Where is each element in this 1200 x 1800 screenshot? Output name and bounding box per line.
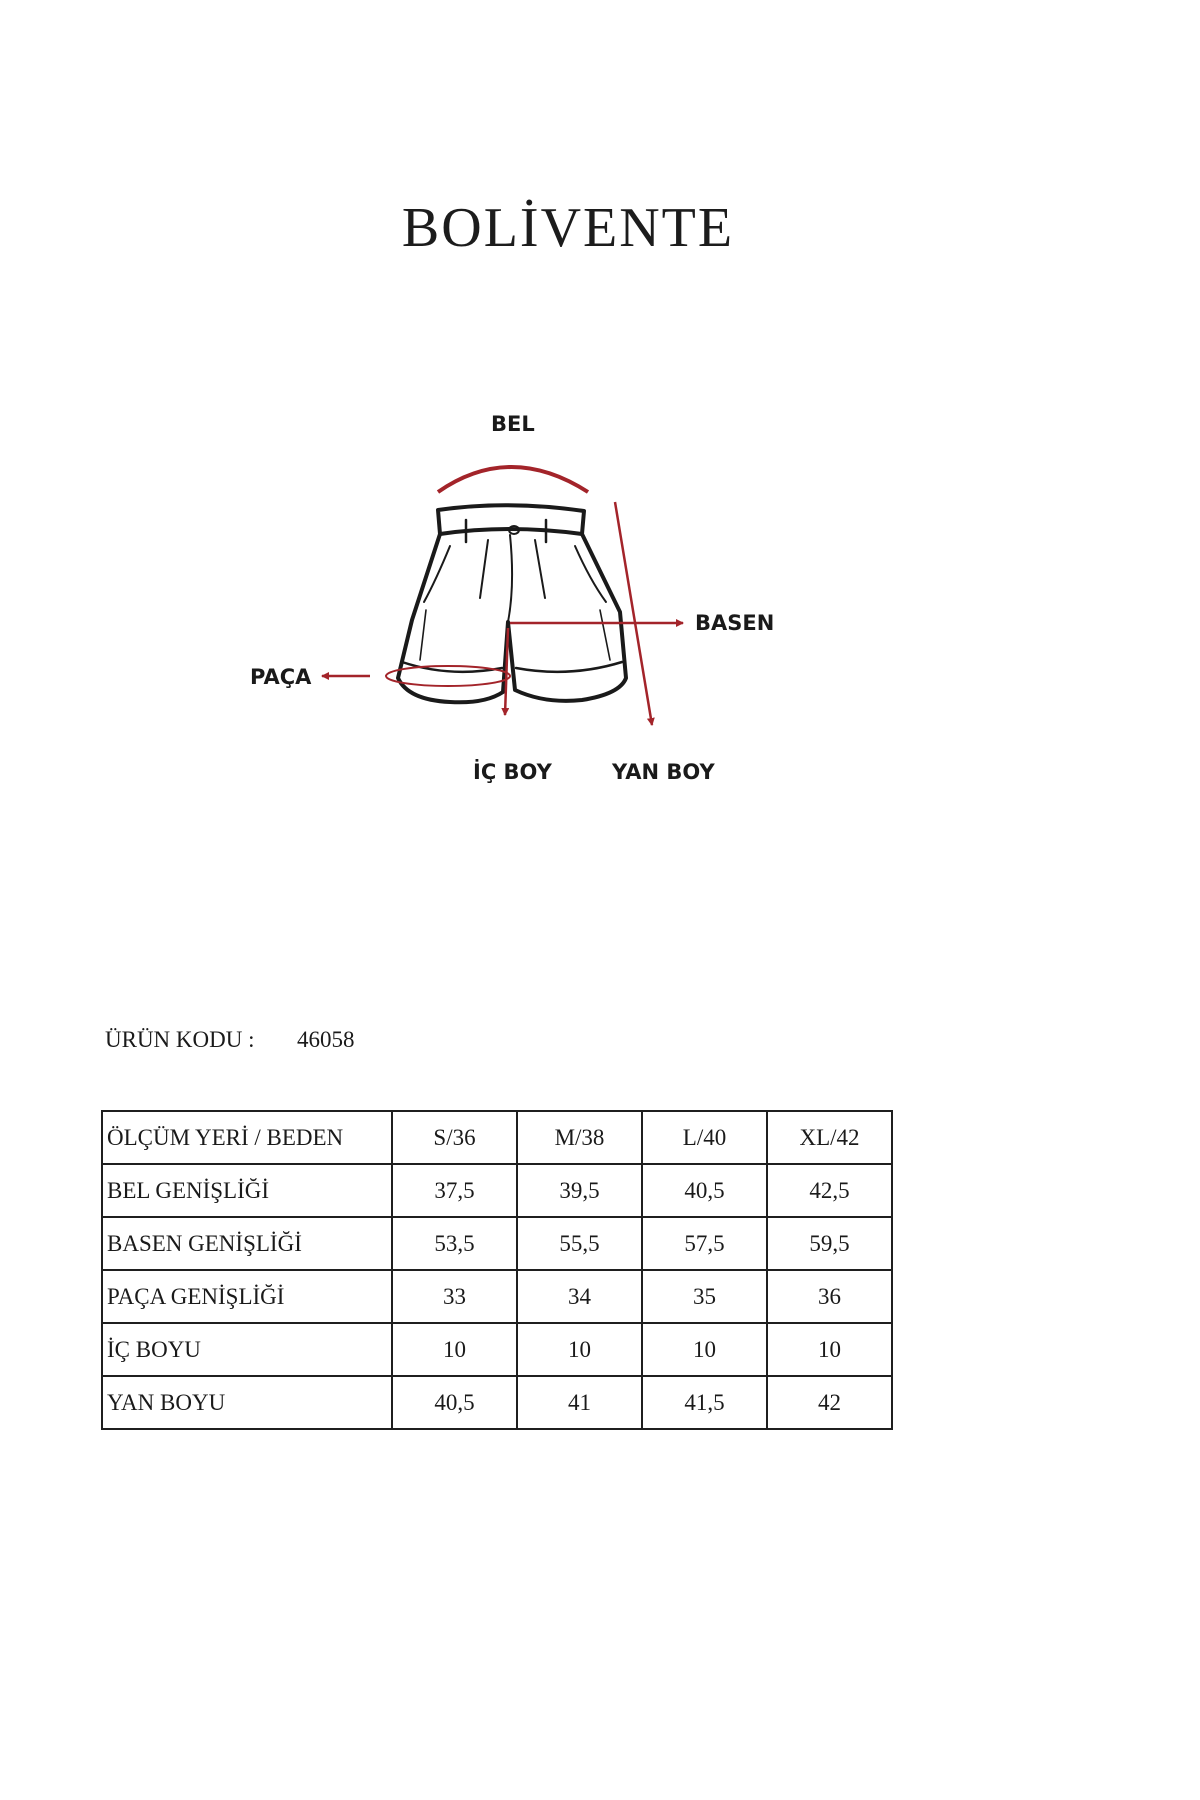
header-cell: L/40 <box>642 1111 767 1164</box>
product-code-label: ÜRÜN KODU : <box>105 1027 255 1052</box>
product-code <box>105 1027 355 1053</box>
table-cell: 10 <box>642 1323 767 1376</box>
size-table <box>101 1110 893 1430</box>
table-row <box>102 1164 892 1217</box>
table-cell: 41 <box>517 1376 642 1429</box>
table-row <box>102 1270 892 1323</box>
table-cell: 42,5 <box>767 1164 892 1217</box>
table-row <box>102 1376 892 1429</box>
table-cell: 40,5 <box>642 1164 767 1217</box>
bel-arc <box>438 467 588 492</box>
label-ic-boy: İÇ BOY <box>473 760 552 784</box>
table-cell: 36 <box>767 1270 892 1323</box>
table-cell: 59,5 <box>767 1217 892 1270</box>
row-label: BASEN GENİŞLİĞİ <box>102 1217 392 1270</box>
table-cell: 35 <box>642 1270 767 1323</box>
table-cell: 55,5 <box>517 1217 642 1270</box>
table-cell: 37,5 <box>392 1164 517 1217</box>
table-cell: 10 <box>517 1323 642 1376</box>
label-bel: BEL <box>491 412 535 436</box>
product-code-value: 46058 <box>297 1027 355 1052</box>
header-cell: M/38 <box>517 1111 642 1164</box>
label-basen: BASEN <box>695 611 775 635</box>
label-paca: PAÇA <box>250 665 312 689</box>
table-cell: 42 <box>767 1376 892 1429</box>
paca-ellipse <box>386 666 510 686</box>
row-label: YAN BOYU <box>102 1376 392 1429</box>
brand-logo: BOLİVENTE <box>401 197 735 259</box>
header-cell: XL/42 <box>767 1111 892 1164</box>
table-cell: 41,5 <box>642 1376 767 1429</box>
shorts-icon <box>398 505 626 702</box>
table-cell: 40,5 <box>392 1376 517 1429</box>
header-cell: S/36 <box>392 1111 517 1164</box>
row-label: İÇ BOYU <box>102 1323 392 1376</box>
table-cell: 10 <box>392 1323 517 1376</box>
measurement-diagram <box>0 0 1200 800</box>
table-cell: 53,5 <box>392 1217 517 1270</box>
row-label: PAÇA GENİŞLİĞİ <box>102 1270 392 1323</box>
label-yan-boy: YAN BOY <box>612 760 715 784</box>
table-cell: 57,5 <box>642 1217 767 1270</box>
table-cell: 39,5 <box>517 1164 642 1217</box>
row-label: BEL GENİŞLİĞİ <box>102 1164 392 1217</box>
table-cell: 10 <box>767 1323 892 1376</box>
table-header-row <box>102 1111 892 1164</box>
header-cell: ÖLÇÜM YERİ / BEDEN <box>102 1111 392 1164</box>
shorts-illustration <box>0 0 1200 800</box>
table-cell: 34 <box>517 1270 642 1323</box>
table-row <box>102 1323 892 1376</box>
table-row <box>102 1217 892 1270</box>
table-cell: 33 <box>392 1270 517 1323</box>
